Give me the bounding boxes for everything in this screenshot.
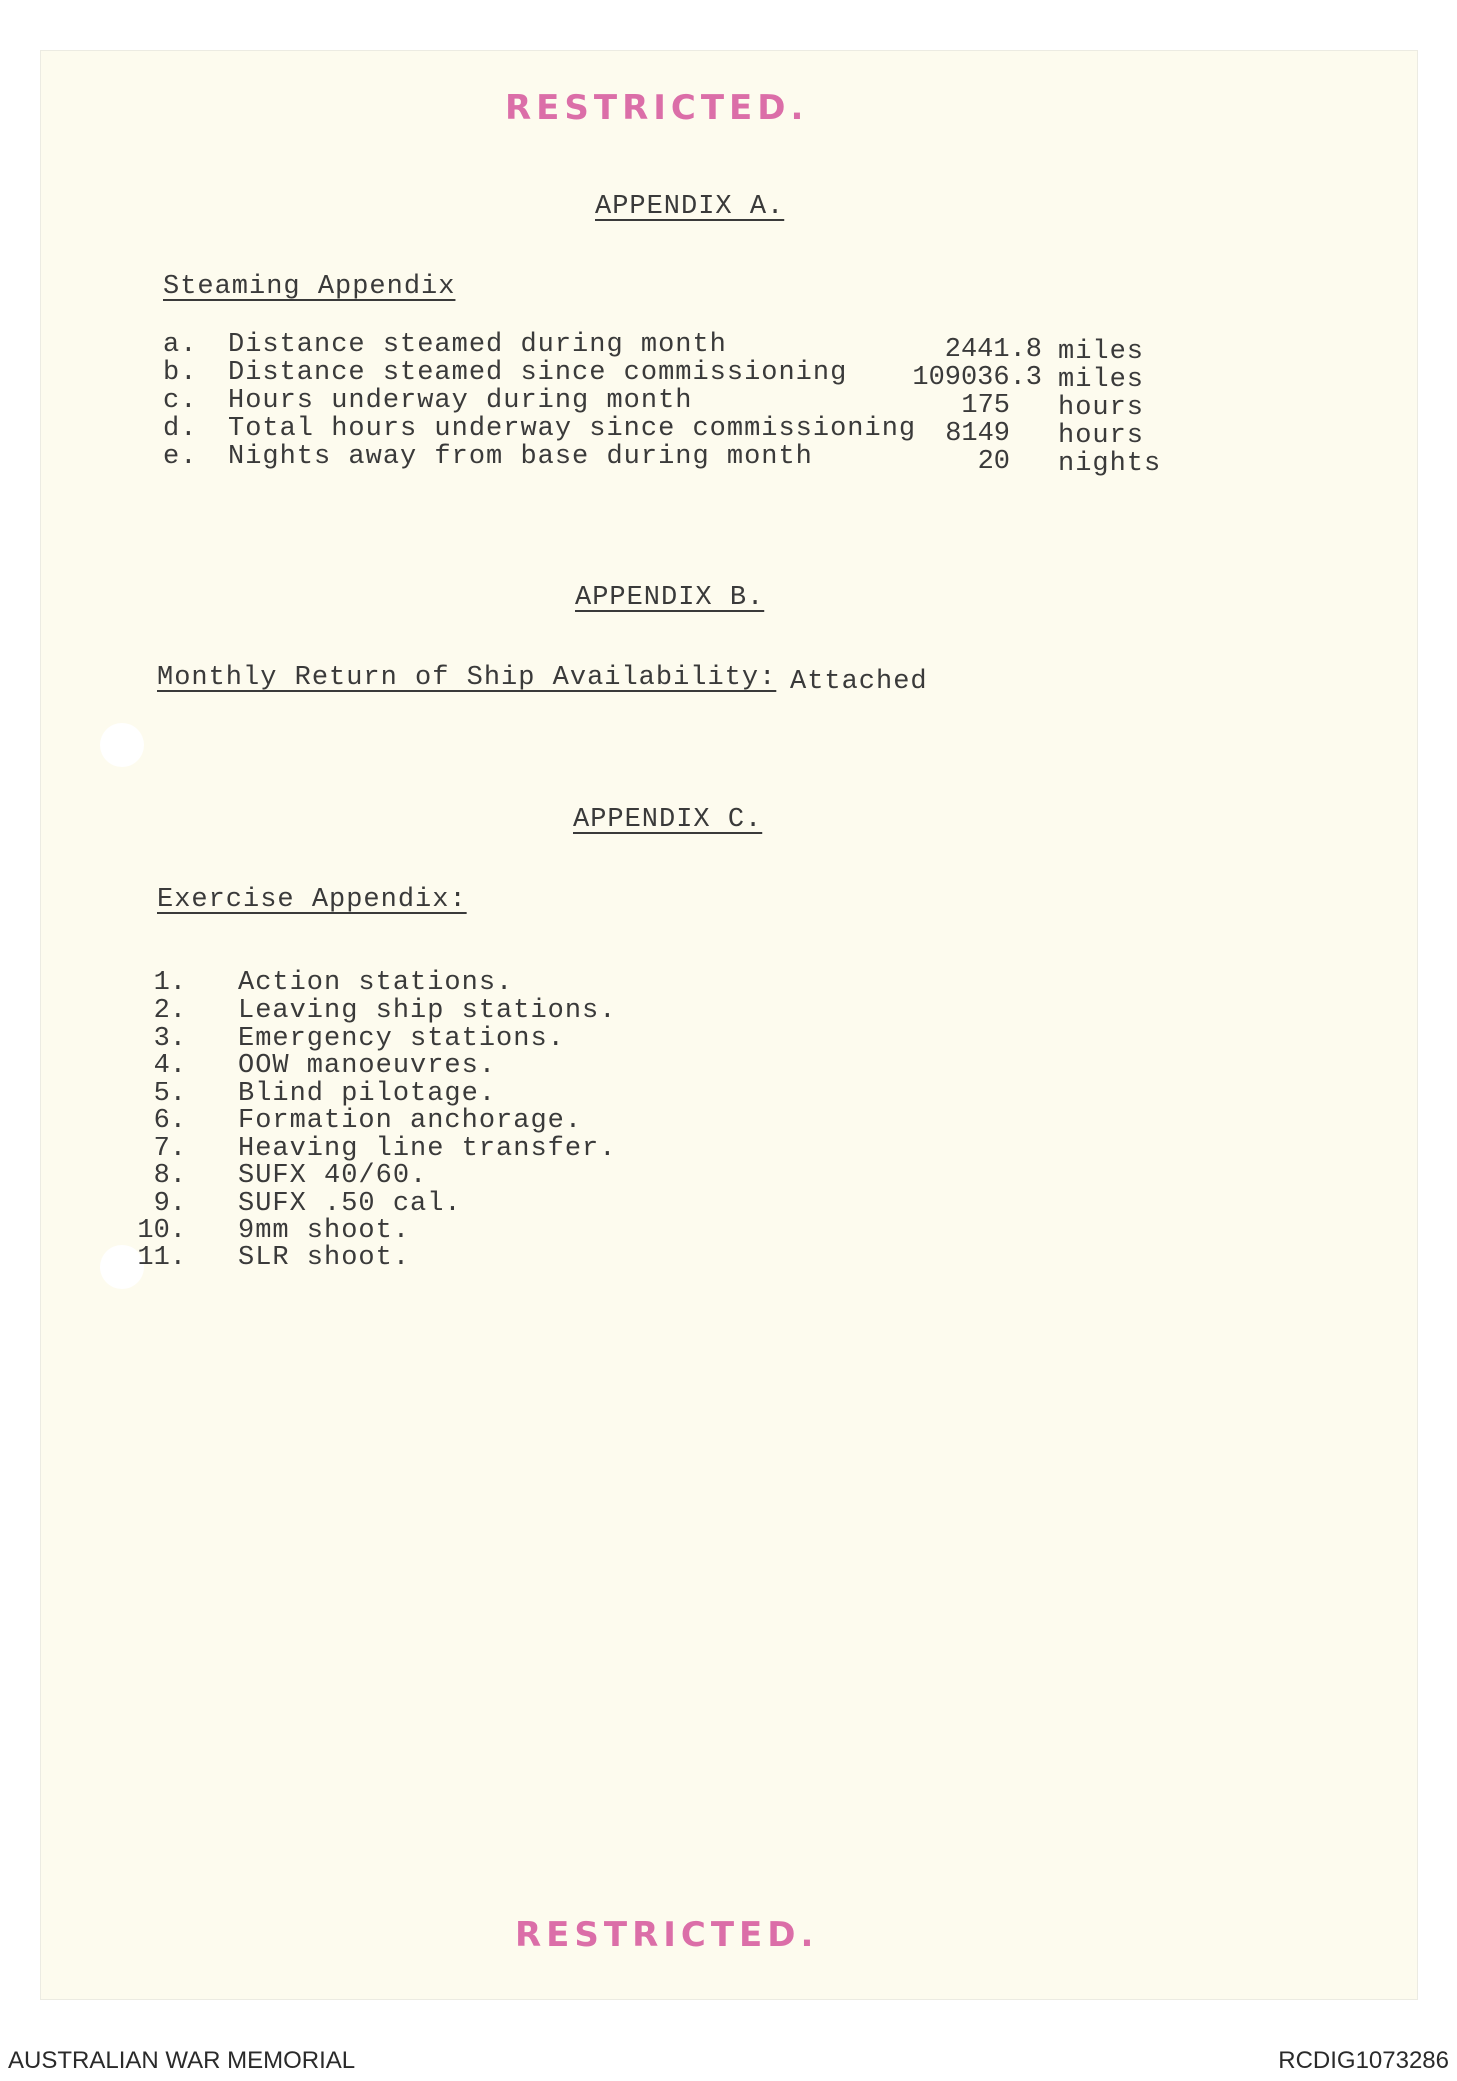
item-text: Leaving ship stations. bbox=[238, 996, 617, 1026]
restricted-stamp-bottom: RESTRICTED. bbox=[515, 1915, 819, 1955]
exercise-appendix-subheading: Exercise Appendix: bbox=[157, 885, 467, 915]
appendix-a-heading: APPENDIX A. bbox=[595, 192, 785, 222]
row-value: 2441.8 bbox=[944, 335, 1042, 365]
row-label: Hours underway during month bbox=[228, 386, 693, 416]
item-text: SUFX .50 cal. bbox=[238, 1189, 462, 1219]
item-text: Heaving line transfer. bbox=[238, 1134, 617, 1164]
item-number: 3. bbox=[153, 1024, 186, 1054]
item-text: Formation anchorage. bbox=[238, 1106, 583, 1136]
row-label: Distance steamed during month bbox=[228, 330, 727, 360]
footer-right: RCDIG1073286 bbox=[1278, 2047, 1449, 2074]
punch-hole-top bbox=[100, 723, 144, 767]
row-label: Distance steamed since commissioning bbox=[228, 358, 848, 388]
row-value: 109036.3 bbox=[912, 363, 1042, 393]
row-unit: miles bbox=[1058, 365, 1145, 395]
ship-availability-label: Monthly Return of Ship Availability: bbox=[157, 663, 777, 693]
row-value: 8149 bbox=[945, 419, 1010, 449]
row-label: Nights away from base during month bbox=[228, 442, 813, 472]
item-text: SLR shoot. bbox=[238, 1243, 411, 1273]
row-value: 175 bbox=[961, 391, 1010, 421]
item-number: 1. bbox=[153, 968, 186, 998]
footer-left: AUSTRALIAN WAR MEMORIAL bbox=[8, 2047, 356, 2074]
item-text: OOW manoeuvres. bbox=[238, 1051, 497, 1081]
item-number: 9. bbox=[153, 1189, 186, 1219]
item-text: SUFX 40/60. bbox=[238, 1161, 428, 1191]
row-value: 20 bbox=[977, 447, 1010, 477]
ship-availability-value: Attached bbox=[790, 667, 928, 697]
item-number: 10. bbox=[137, 1216, 186, 1246]
row-unit: hours bbox=[1058, 421, 1145, 451]
appendix-c-heading: APPENDIX C. bbox=[573, 805, 763, 835]
row-unit: miles bbox=[1058, 337, 1145, 367]
row-letter: d. bbox=[163, 414, 198, 444]
item-text: 9mm shoot. bbox=[238, 1216, 411, 1246]
row-letter: a. bbox=[163, 330, 198, 360]
item-text: Blind pilotage. bbox=[238, 1079, 497, 1109]
item-number: 7. bbox=[153, 1134, 186, 1164]
appendix-b-heading: APPENDIX B. bbox=[575, 583, 765, 613]
row-letter: c. bbox=[163, 386, 198, 416]
item-text: Emergency stations. bbox=[238, 1024, 565, 1054]
steaming-appendix-subheading: Steaming Appendix bbox=[163, 272, 456, 302]
restricted-stamp-top: RESTRICTED. bbox=[505, 88, 809, 128]
item-number: 2. bbox=[153, 996, 186, 1026]
item-number: 6. bbox=[153, 1106, 186, 1136]
row-letter: b. bbox=[163, 358, 198, 388]
row-letter: e. bbox=[163, 442, 198, 472]
item-number: 4. bbox=[153, 1051, 186, 1081]
item-number: 5. bbox=[153, 1079, 186, 1109]
row-label: Total hours underway since commissioning bbox=[228, 414, 917, 444]
row-unit: hours bbox=[1058, 393, 1145, 423]
item-text: Action stations. bbox=[238, 968, 514, 998]
item-number: 11. bbox=[137, 1243, 186, 1273]
row-unit: nights bbox=[1058, 449, 1162, 479]
item-number: 8. bbox=[153, 1161, 186, 1191]
